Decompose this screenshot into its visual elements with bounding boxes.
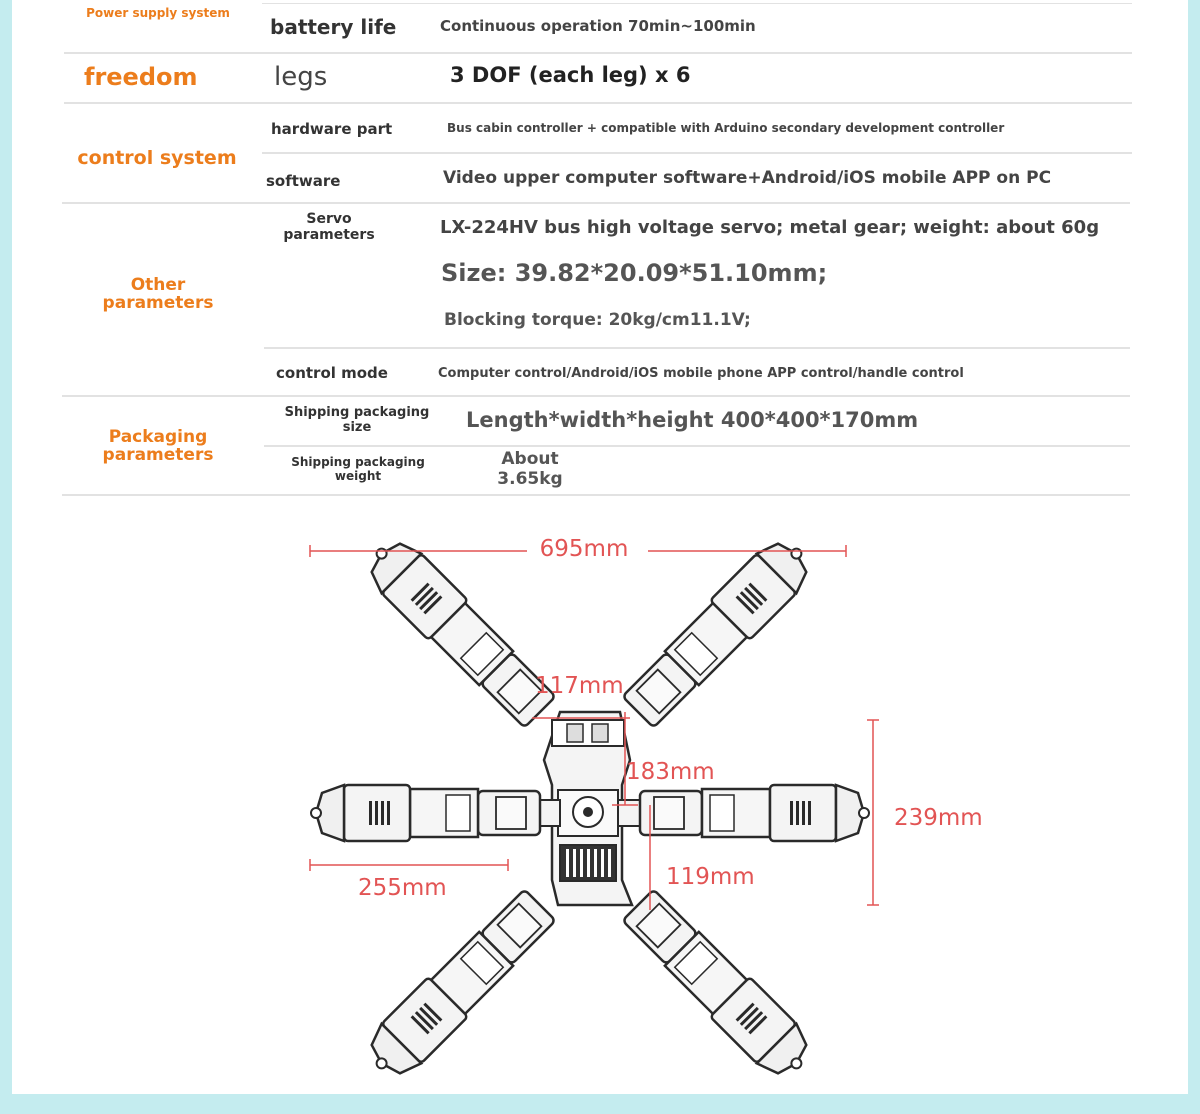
value-battery-life: Continuous operation 70min~100min — [440, 17, 756, 35]
leg-right — [640, 785, 869, 841]
dim-body-width: 183mm — [626, 759, 715, 785]
category-other-line2: parameters — [102, 293, 214, 313]
label-legs: legs — [274, 62, 328, 92]
category-other-line1: Other — [130, 275, 186, 295]
value-weight-line2: 3.65kg — [497, 469, 563, 489]
value-servo-torque: Blocking torque: 20kg/cm11.1V; — [444, 310, 751, 330]
value-software: Video upper computer software+Android/iOS mobile APP on PC — [443, 168, 1052, 188]
value-weight-line1: About — [501, 449, 559, 469]
label-servo-line1: Servo — [306, 211, 352, 227]
hexapod-diagram — [12, 0, 1188, 1094]
value-shipping-size: Length*width*height 400*400*170mm — [466, 408, 919, 432]
label-control-mode: control mode — [276, 364, 388, 382]
label-hardware-part: hardware part — [271, 120, 393, 138]
category-packaging-line1: Packaging — [108, 427, 208, 447]
label-shipping-weight-line1: Shipping packaging — [291, 455, 425, 469]
category-control-system: control system — [77, 147, 237, 169]
leg-left — [311, 785, 540, 841]
leg-top-right — [618, 530, 820, 732]
dim-lower-gap: 119mm — [666, 864, 755, 890]
leg-bottom-left — [358, 885, 560, 1087]
value-servo-size: Size: 39.82*20.09*51.10mm; — [441, 259, 828, 287]
dim-overall-width: 695mm — [539, 536, 629, 562]
category-power-supply: Power supply system — [86, 6, 230, 20]
value-control-mode: Computer control/Android/iOS mobile phone APP control/handle control — [438, 366, 964, 381]
spec-sheet — [12, 0, 1188, 1094]
category-freedom: freedom — [84, 63, 198, 91]
label-battery-life: battery life — [270, 15, 397, 39]
value-servo-type: LX-224HV bus high voltage servo; metal gear; weight: about 60g — [440, 217, 1100, 238]
leg-bottom-right — [618, 885, 820, 1087]
label-software: software — [266, 172, 341, 190]
label-shipping-size-line1: Shipping packaging — [284, 405, 430, 420]
leg-top-left — [358, 530, 560, 732]
category-packaging-line2: parameters — [102, 445, 214, 465]
value-dof: 3 DOF (each leg) x 6 — [450, 63, 691, 87]
label-servo-line2: parameters — [283, 227, 375, 243]
label-shipping-weight-line2: weight — [334, 469, 382, 483]
dim-side-leg: 255mm — [358, 875, 447, 901]
value-hardware-part: Bus cabin controller + compatible with Arduino secondary development controller — [447, 121, 1005, 135]
dim-overall-depth: 239mm — [894, 805, 983, 831]
dim-leg-span: 117mm — [535, 673, 624, 699]
label-shipping-size-line2: size — [342, 420, 372, 435]
